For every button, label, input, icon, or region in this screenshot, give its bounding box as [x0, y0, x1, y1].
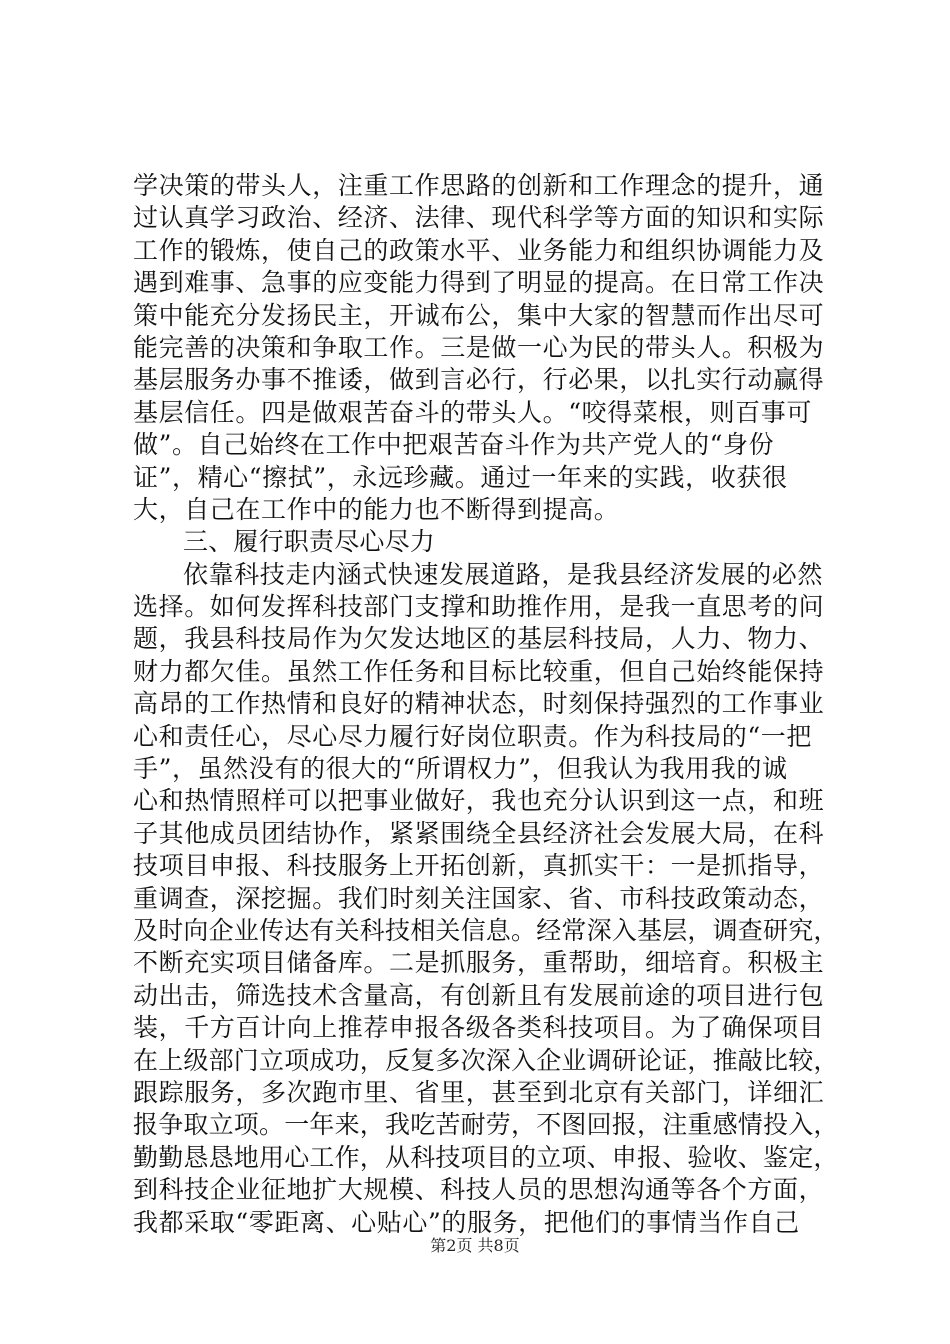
text-line: 选择。如何发挥科技部门支撑和助推作用，是我一直思考的问 — [133, 592, 825, 622]
text-line: 到科技企业征地扩大规模、科技人员的思想沟通等各个方面， — [133, 1175, 825, 1205]
text-line: 题，我县科技局作为欠发达地区的基层科技局，人力、物力、 — [133, 624, 825, 654]
text-line: 及时向企业传达有关科技相关信息。经常深入基层，调查研究， — [133, 915, 839, 945]
text-line: 依靠科技走内涵式快速发展道路，是我县经济发展的必然 — [183, 559, 824, 589]
text-line: 不断充实项目储备库。二是抓服务，重帮助，细培育。积极主 — [133, 948, 825, 978]
text-line: 过认真学习政治、经济、法律、现代科学等方面的知识和实际 — [133, 203, 825, 233]
text-line: 在上级部门立项成功，反复多次深入企业调研论证，推敲比较， — [133, 1045, 839, 1075]
text-line: 能完善的决策和争取工作。三是做一心为民的带头人。积极为 — [133, 332, 825, 362]
text-line: 心和责任心，尽心尽力履行好岗位职责。作为科技局的“一把 — [133, 721, 812, 751]
text-line: 工作的锻炼，使自己的政策水平、业务能力和组织协调能力及 — [133, 235, 825, 265]
text-line: 证”，精心“擦拭”，永远珍藏。通过一年来的实践，收获很 — [133, 462, 788, 492]
text-line: 财力都欠佳。虽然工作任务和目标比较重，但自己始终能保持 — [133, 656, 825, 686]
text-line: 基层信任。四是做艰苦奋斗的带头人。“咬得菜根，则百事可 — [133, 397, 812, 427]
text-line: 遇到难事、急事的应变能力得到了明显的提高。在日常工作决 — [133, 268, 825, 298]
text-line: 心和热情照样可以把事业做好，我也充分认识到这一点，和班 — [133, 786, 825, 816]
text-line: 我都采取“零距离、心贴心”的服务，把他们的事情当作自己 — [133, 1207, 800, 1237]
section-heading: 三、履行职责尽心尽力 — [183, 527, 436, 557]
text-line: 策中能充分发扬民主，开诚布公，集中大家的智慧而作出尽可 — [133, 300, 825, 330]
text-line: 基层服务办事不推诿，做到言必行，行必果，以扎实行动赢得 — [133, 365, 825, 395]
body-text — [133, 170, 839, 1239]
text-line: 重调查，深挖掘。我们时刻关注国家、省、市科技政策动态， — [133, 883, 825, 913]
text-line: 学决策的带头人，注重工作思路的创新和工作理念的提升，通 — [133, 171, 825, 200]
text-line: 做”。自己始终在工作中把艰苦奋斗作为共产党人的“身份 — [133, 430, 775, 460]
text-line: 技项目申报、科技服务上开拓创新，真抓实干：一是抓指导， — [133, 851, 825, 881]
text-line: 子其他成员团结协作，紧紧围绕全县经济社会发展大局，在科 — [133, 818, 825, 848]
text-line: 装，千方百计向上推荐申报各级各类科技项目。为了确保项目 — [133, 1013, 825, 1043]
text-line: 高昂的工作热情和良好的精神状态，时刻保持强烈的工作事业 — [133, 689, 825, 719]
page-footer: 第2页 共8页 — [430, 1236, 520, 1255]
text-line: 报争取立项。一年来，我吃苦耐劳，不图回报，注重感情投入， — [133, 1110, 839, 1140]
text-line: 动出击，筛选技术含量高，有创新且有发展前途的项目进行包 — [133, 980, 825, 1010]
text-line: 勤勤恳恳地用心工作，从科技项目的立项、申报、验收、鉴定， — [133, 1142, 839, 1172]
text-line: 跟踪服务，多次跑市里、省里，甚至到北京有关部门，详细汇 — [133, 1077, 825, 1107]
text-line: 手”，虽然没有的很大的“所谓权力”，但我认为我用我的诚 — [133, 754, 788, 784]
text-line: 大，自己在工作中的能力也不断得到提高。 — [133, 494, 620, 524]
